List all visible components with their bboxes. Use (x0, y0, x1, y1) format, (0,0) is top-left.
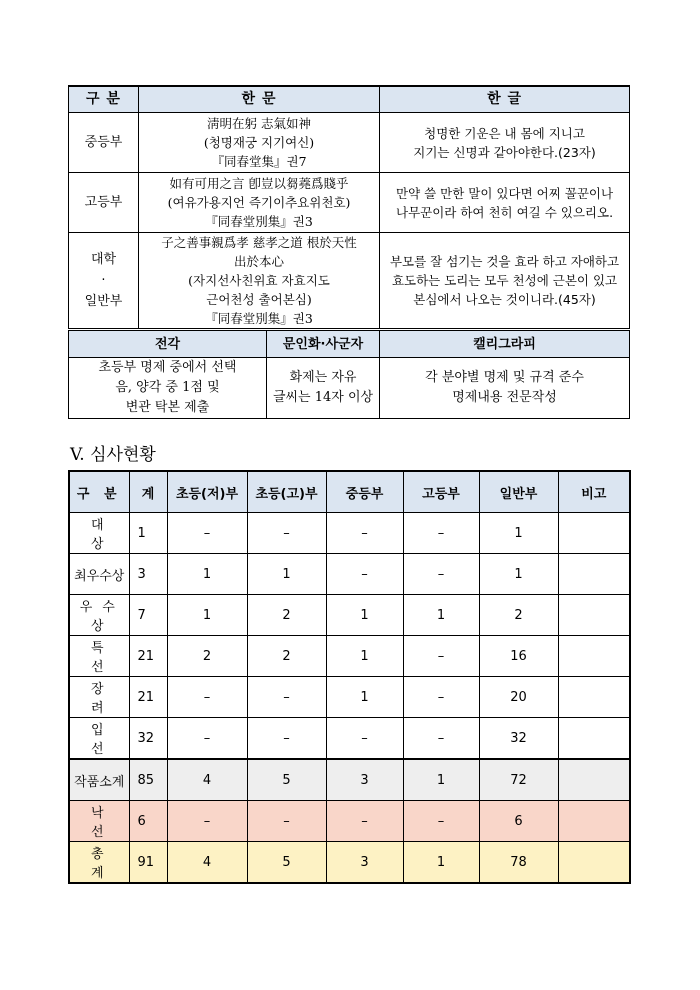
table-cell: 1 (326, 636, 403, 677)
hanmun-cell (139, 113, 380, 173)
table-cell: 72 (479, 759, 558, 801)
table-row (69, 759, 630, 801)
hanmun-line: 如有可用之言 卽豈以芻蕘爲賤乎 (169, 176, 349, 191)
table-cell: 1 (403, 759, 479, 801)
table-cell: 1 (167, 554, 247, 595)
table-row (69, 595, 630, 636)
table-row (69, 718, 630, 760)
row-label: 우수상 (69, 595, 129, 636)
table-cell: 21 (129, 636, 167, 677)
table-cell: 2 (167, 636, 247, 677)
table-cell (558, 595, 630, 636)
row-label: 입 선 (69, 718, 129, 760)
hangul-cell (380, 113, 630, 173)
table-cell (558, 636, 630, 677)
criteria-table (68, 85, 630, 419)
level-middle: 중등부 (69, 113, 139, 173)
table-cell: 1 (479, 554, 558, 595)
table-cell: 1 (326, 677, 403, 718)
seal-engraving-rules: 초등부 명제 중에서 선택 음, 양각 중 1점 및 변관 탁본 제출 (69, 358, 267, 419)
col-header-middle: 중등부 (326, 471, 403, 513)
table-cell: – (247, 718, 326, 760)
row-label: 장 려 (69, 677, 129, 718)
table-cell: – (247, 513, 326, 554)
hanmun-line: 子之善事親爲孝 慈孝之道 根於天性 (161, 235, 357, 250)
table-cell: – (167, 677, 247, 718)
table-cell: 78 (479, 842, 558, 884)
table-row (69, 554, 630, 595)
hanmun-line: (여유가용지언 즉기이추요위천호) (167, 195, 351, 210)
table-row (69, 513, 630, 554)
table-cell: 32 (479, 718, 558, 760)
table-cell (558, 513, 630, 554)
hangul-line: 나무꾼이라 하여 천히 여길 수 있으리오. (396, 204, 614, 220)
table-cell: 1 (403, 842, 479, 884)
section-title: V. 심사현황 (70, 445, 156, 465)
row-label: 대 상 (69, 513, 129, 554)
level-university-general: 대학 · 일반부 (69, 233, 139, 330)
judging-results-table (68, 470, 631, 884)
hangul-line: 만약 쓸 만한 말이 있다면 어찌 꼴꾼이나 (396, 185, 614, 201)
table-cell (558, 677, 630, 718)
table-cell: 6 (129, 801, 167, 842)
col-header-high: 고등부 (403, 471, 479, 513)
table-row (69, 842, 630, 884)
hanmun-line: 出於本心 (234, 254, 285, 269)
literati-painting-rules: 화제는 자유 글씨는 14자 이상 (267, 358, 380, 419)
table-row (69, 677, 630, 718)
hanmun-source: 『同春堂別集』권3 (205, 214, 313, 229)
hanmun-cell (139, 233, 380, 330)
table-cell: 32 (129, 718, 167, 760)
table-cell: – (403, 677, 479, 718)
sub-header-literati-painting: 문인화·사군자 (267, 330, 380, 358)
col-header-remarks: 비고 (558, 471, 630, 513)
table-cell: – (167, 718, 247, 760)
table-cell: 1 (479, 513, 558, 554)
table-cell (558, 718, 630, 760)
table-cell: 1 (247, 554, 326, 595)
row-label: 특 선 (69, 636, 129, 677)
table-cell: 16 (479, 636, 558, 677)
hangul-line: 지기는 신명과 같아야한다.(23자) (413, 144, 596, 160)
table-cell: 4 (167, 842, 247, 884)
table-cell: 4 (167, 759, 247, 801)
row-label: 총 계 (69, 842, 129, 884)
row-label: 최우수상 (69, 554, 129, 595)
table-cell: – (403, 513, 479, 554)
col-header-elementary-lower: 초등(저)부 (167, 471, 247, 513)
level-high: 고등부 (69, 173, 139, 233)
hanmun-line: (자지선사친위효 자효지도 (188, 273, 330, 288)
table-cell: 3 (326, 759, 403, 801)
hanmun-line: (청명재궁 지기여신) (203, 135, 315, 150)
table-cell: 1 (403, 595, 479, 636)
row-label: 낙 선 (69, 801, 129, 842)
table-cell: – (326, 554, 403, 595)
table-cell: – (403, 718, 479, 760)
col-header-elementary-upper: 초등(고)부 (247, 471, 326, 513)
table-cell: – (403, 636, 479, 677)
table-cell: – (326, 513, 403, 554)
hanmun-source: 『同春堂別集』권3 (205, 311, 313, 326)
table-cell: – (403, 554, 479, 595)
table-cell (558, 759, 630, 801)
hanmun-line: 근어천성 출어본심) (206, 292, 312, 307)
table-cell: 5 (247, 842, 326, 884)
table-cell: 21 (129, 677, 167, 718)
hangul-line: 부모를 잘 섬기는 것을 효라 하고 자애하고 (389, 254, 620, 269)
hanmun-cell (139, 173, 380, 233)
table-cell: – (403, 801, 479, 842)
sub-header-calligraphy: 캘리그라피 (380, 330, 630, 358)
row-label: 작품소계 (69, 759, 129, 801)
table-cell: 1 (326, 595, 403, 636)
col-header-category: 구 분 (69, 471, 129, 513)
col-header-total: 계 (129, 471, 167, 513)
table-cell (558, 801, 630, 842)
table-cell: 2 (479, 595, 558, 636)
table-cell: 3 (326, 842, 403, 884)
calligraphy-rules: 각 분야별 명제 및 규격 준수 명제내용 전문작성 (380, 358, 630, 419)
table-cell: 20 (479, 677, 558, 718)
hangul-line: 청명한 기운은 내 몸에 지니고 (424, 125, 585, 141)
table-cell: – (247, 677, 326, 718)
table-cell: – (247, 801, 326, 842)
hangul-cell (380, 173, 630, 233)
table-cell: 85 (129, 759, 167, 801)
table-cell: 7 (129, 595, 167, 636)
table-cell: 5 (247, 759, 326, 801)
table-cell: 1 (167, 595, 247, 636)
table-row (69, 636, 630, 677)
col-header-general: 일반부 (479, 471, 558, 513)
table-cell: – (326, 718, 403, 760)
col-header-category: 구 분 (69, 86, 139, 113)
hangul-line: 본심에서 나오는 것이니라.(45자) (413, 292, 596, 307)
table-cell: 6 (479, 801, 558, 842)
table-cell: – (167, 801, 247, 842)
col-header-hangul: 한 글 (380, 86, 630, 113)
table-cell: 2 (247, 595, 326, 636)
table-cell: 91 (129, 842, 167, 884)
table-cell: 3 (129, 554, 167, 595)
sub-header-seal-engraving: 전각 (69, 330, 267, 358)
col-header-hanmun: 한 문 (139, 86, 380, 113)
table-row (69, 801, 630, 842)
hangul-line: 효도하는 도리는 모두 천성에 근본이 있고 (391, 273, 618, 288)
hanmun-source: 『同春堂集』권7 (211, 154, 307, 169)
table-cell (558, 554, 630, 595)
table-cell (558, 842, 630, 884)
table-cell: – (326, 801, 403, 842)
hanmun-line: 淸明在躬 志氣如神 (207, 116, 311, 131)
table-cell: 2 (247, 636, 326, 677)
table-cell: – (167, 513, 247, 554)
hangul-cell (380, 233, 630, 330)
table-cell: 1 (129, 513, 167, 554)
